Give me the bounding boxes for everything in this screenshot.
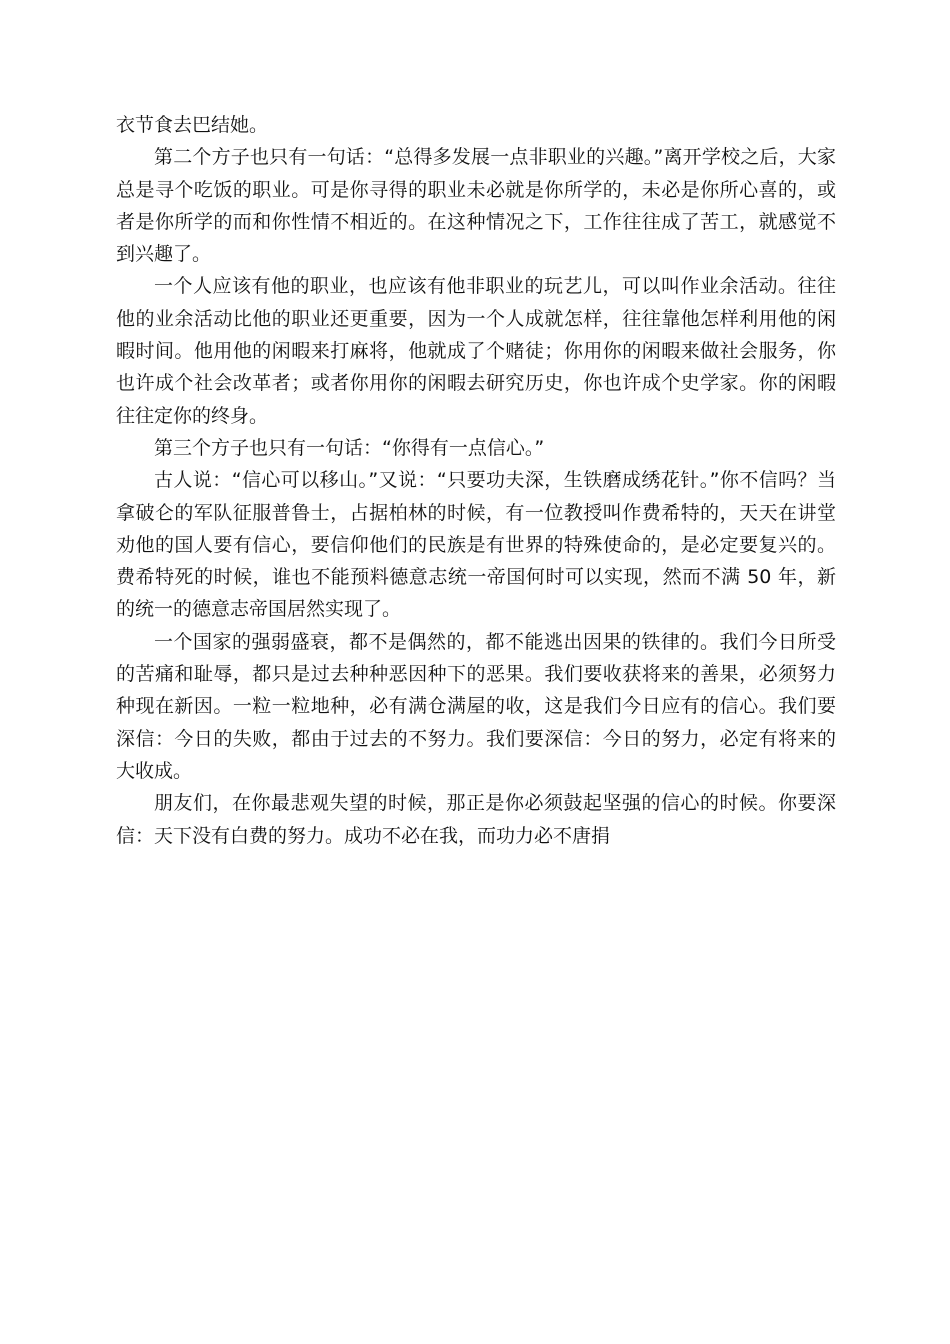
- paragraph-friends: 朋友们，在你最悲观失望的时候，那正是你必须鼓起坚强的信心的时候。你要深信：天下没有白费的努力。成功不必在我，而功力必不唐捐: [116, 792, 836, 847]
- paragraph-fichte: 古人说：“信心可以移山。”又说：“只要功夫深，生铁磨成绣花针。”你不信吗？当拿破仑的军队征服普鲁士，占据柏林的时候，有一位教授叫作费希特的，天天在讲堂劝他的国人要有信心，要信仰他们的民族是有世界的特殊使命的，是必定要复兴的。费希特死的时候，谁也不能预料德意志统一帝国何时可以实现，然而不满 50 年，新的统一的德意志帝国居然实现了。: [116, 469, 836, 621]
- paragraph-leisure: 一个人应该有他的职业，也应该有他非职业的玩艺儿，可以叫作业余活动。往往他的业余活动比他的职业还更重要，因为一个人成就怎样，往往靠他怎样利用他的闲暇时间。他用他的闲暇来打麻将，他就成了个赌徒；你用你的闲暇来做社会服务，你也许成个社会改革者；或者你用你的闲暇去研究历史，你也许成个史学家。你的闲暇往往定你的终身。: [116, 275, 836, 427]
- paragraph-nation: 一个国家的强弱盛衰，都不是偶然的，都不能逃出因果的铁律的。我们今日所受的苦痛和耻辱，都只是过去种种恶因种下的恶果。我们要收获将来的善果，必须努力种现在新因。一粒一粒地种，必有满仓满屋的收，这是我们今日应有的信心。我们要深信：今日的失败，都由于过去的不努力。我们要深信：今日的努力，必定有将来的大收成。: [116, 630, 836, 782]
- document-body: [116, 109, 836, 852]
- paragraph-third-prescription: 第三个方子也只有一句话：“你得有一点信心。”: [154, 436, 545, 459]
- paragraph-second-prescription: 第二个方子也只有一句话：“总得多发展一点非职业的兴趣。”离开学校之后，大家总是寻个吃饭的职业。可是你寻得的职业未必就是你所学的，未必是你所心喜的，或者是你所学的而和你性情不相近的。在这种情况之下，工作往往成了苦工，就感觉不到兴趣了。: [116, 146, 836, 266]
- paragraph-continuation: 衣节食去巴结她。: [116, 114, 269, 136]
